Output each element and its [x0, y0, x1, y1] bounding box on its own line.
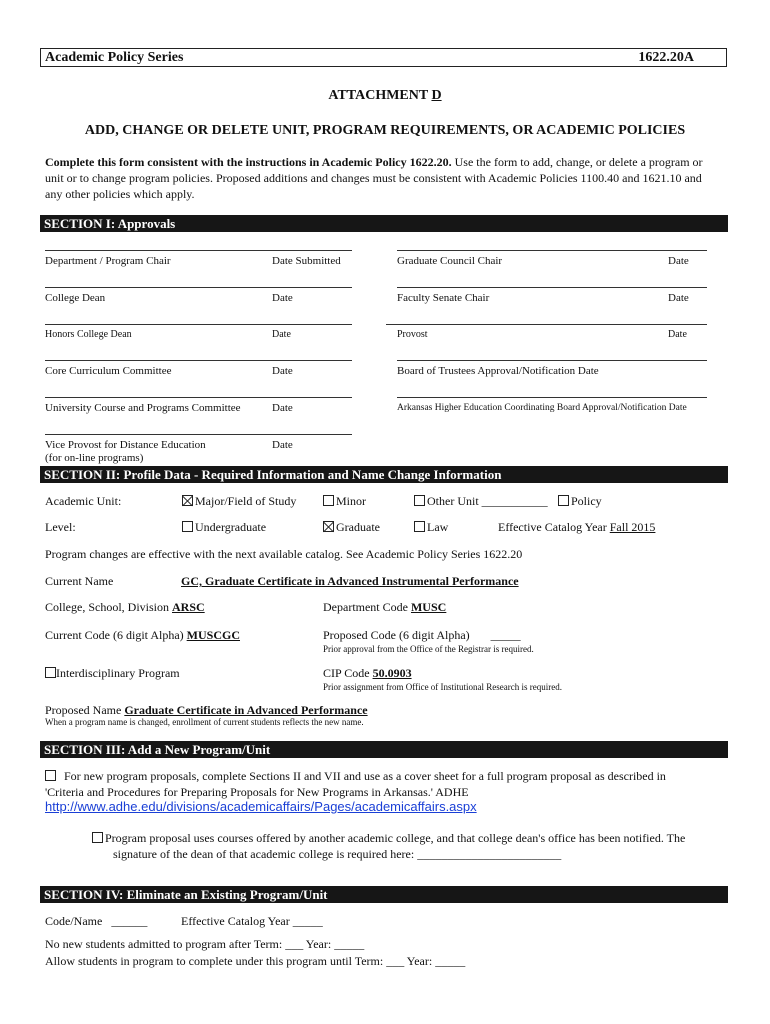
- unit-option-major[interactable]: Major/Field of Study: [182, 494, 296, 509]
- sig-date-label: Date: [668, 255, 689, 267]
- checkbox-other-unit[interactable]: [414, 495, 425, 506]
- code-name-blank[interactable]: ______: [111, 914, 148, 928]
- signature-line[interactable]: [45, 360, 352, 361]
- sig-label-ucpc: University Course and Programs Committee: [45, 402, 241, 414]
- other-unit-blank[interactable]: ___________: [481, 494, 548, 508]
- attachment-letter: D: [431, 88, 442, 103]
- sig-label-vice-provost-note: (for on-line programs): [45, 452, 144, 464]
- checkbox-graduate[interactable]: [323, 521, 334, 532]
- catalog-year-value[interactable]: Fall 2015: [609, 520, 656, 534]
- sig-label-vice-provost: Vice Provost for Distance Education: [45, 439, 206, 451]
- cip-note: Prior assignment from Office of Institutional Research is required.: [323, 682, 563, 692]
- signature-line[interactable]: [45, 250, 352, 251]
- series-header: [40, 48, 727, 67]
- department-code-field: Department Code MUSC: [323, 600, 447, 614]
- sig-date-label: Date Submitted: [272, 255, 341, 267]
- current-name-label: Current Name: [45, 574, 114, 588]
- sig-label-provost: Provost: [397, 329, 428, 340]
- sig-date-label: Date: [668, 329, 687, 340]
- signature-line[interactable]: [397, 360, 707, 361]
- section-3-header: SECTION III: Add a New Program/Unit: [40, 741, 728, 758]
- sig-date-label: Date: [272, 402, 293, 414]
- section-1-header: SECTION I: Approvals: [40, 215, 728, 232]
- signature-line[interactable]: [45, 287, 352, 288]
- elim-catalog-field: Effective Catalog Year _____: [181, 914, 323, 928]
- signature-line[interactable]: [397, 250, 707, 251]
- proposed-code-value[interactable]: _____: [490, 628, 521, 642]
- current-name-value[interactable]: GC, Graduate Certificate in Advanced Instrumental Performance: [181, 574, 519, 588]
- sig-date-label: Date: [272, 439, 293, 451]
- interdisciplinary-option[interactable]: Interdisciplinary Program: [45, 666, 180, 681]
- sig-label-college-dean: College Dean: [45, 292, 106, 304]
- checkbox-policy[interactable]: [558, 495, 569, 506]
- section-4-header: SECTION IV: Eliminate an Existing Program/Unit: [40, 886, 728, 903]
- adhe-link[interactable]: http://www.adhe.edu/divisions/academicaffairs/Pages/academicaffairs.aspx: [45, 799, 477, 814]
- sig-label-board-trustees: Board of Trustees Approval/Notification Date: [397, 365, 599, 377]
- intro-paragraph: Complete this form consistent with the instructions in Academic Policy 1622.20. Use the form to add, change, or delete a program or unit or to change program policies. Proposed additions and changes must be consistent with Academic Policies 1100.40 and 1621.10 and any other policies which apply.: [45, 155, 703, 201]
- signature-line[interactable]: [397, 287, 707, 288]
- code-name-field: Code/Name ______: [45, 914, 148, 928]
- college-field: College, School, Division ARSC: [45, 600, 205, 614]
- attachment-heading: ATTACHMENT D: [328, 88, 442, 103]
- other-college-item: Program proposal uses courses offered by another academic college, and that college dean's office has been notified. The signature of the dean of that academic college is required here: ________________________: [92, 830, 728, 862]
- department-code-value[interactable]: MUSC: [410, 600, 447, 614]
- no-new-students-line: No new students admitted to program after Term: ___ Year: _____: [45, 937, 365, 951]
- sig-label-dept-chair: Department / Program Chair: [45, 255, 171, 267]
- policy-number: 1622.20A: [638, 50, 694, 65]
- sig-label-honors-dean: Honors College Dean: [45, 329, 132, 340]
- cip-code-value[interactable]: 50.0903: [372, 666, 412, 680]
- unit-option-policy[interactable]: Policy: [558, 494, 602, 509]
- unit-option-other[interactable]: Other Unit ___________: [414, 494, 548, 509]
- current-code-value[interactable]: MUSCGC: [186, 628, 240, 642]
- checkbox-undergraduate[interactable]: [182, 521, 193, 532]
- catalog-year: Effective Catalog Year Fall 2015: [498, 520, 656, 534]
- unit-option-minor[interactable]: Minor: [323, 494, 366, 509]
- checkbox-interdisciplinary[interactable]: [45, 667, 56, 678]
- proposed-name-note: When a program name is changed, enrollment of current students reflects the new name.: [45, 717, 364, 727]
- checkbox-other-college[interactable]: [92, 832, 103, 843]
- elim-catalog-blank[interactable]: _____: [292, 914, 323, 928]
- signature-line[interactable]: [386, 324, 707, 325]
- proposed-name-value[interactable]: Graduate Certificate in Advanced Performance: [124, 703, 368, 717]
- sig-label-core-curriculum: Core Curriculum Committee: [45, 365, 172, 377]
- checkbox-new-program[interactable]: [45, 770, 56, 781]
- sig-date-label: Date: [272, 365, 293, 377]
- signature-line[interactable]: [45, 324, 352, 325]
- series-title: Academic Policy Series: [45, 50, 184, 65]
- proposed-name-field: Proposed Name Graduate Certificate in Advanced Performance: [45, 703, 368, 717]
- checkbox-major[interactable]: [182, 495, 193, 506]
- signature-line[interactable]: [397, 397, 707, 398]
- level-option-grad[interactable]: Graduate: [323, 520, 380, 535]
- effective-note: Program changes are effective with the next available catalog. See Academic Policy Series 1622.20: [45, 547, 523, 561]
- form-title: ADD, CHANGE OR DELETE UNIT, PROGRAM REQUIREMENTS, OR ACADEMIC POLICIES: [84, 123, 686, 138]
- college-value[interactable]: ARSC: [172, 600, 205, 614]
- sig-date-label: Date: [272, 292, 293, 304]
- level-option-law[interactable]: Law: [414, 520, 448, 535]
- level-label: Level:: [45, 520, 76, 534]
- current-code-field: Current Code (6 digit Alpha) MUSCGC: [45, 628, 240, 642]
- sig-label-adhe: Arkansas Higher Education Coordinating Board Approval/Notification Date: [397, 403, 687, 413]
- academic-unit-label: Academic Unit:: [45, 494, 122, 508]
- sig-label-grad-council: Graduate Council Chair: [397, 255, 503, 267]
- signature-line[interactable]: [45, 397, 352, 398]
- sig-date-label: Date: [272, 329, 291, 340]
- checkbox-minor[interactable]: [323, 495, 334, 506]
- proposed-code-field: Proposed Code (6 digit Alpha) _____: [323, 628, 521, 642]
- sig-label-faculty-senate: Faculty Senate Chair: [397, 292, 490, 304]
- proposed-code-note: Prior approval from the Office of the Registrar is required.: [323, 644, 534, 654]
- level-option-undergrad[interactable]: Undergraduate: [182, 520, 266, 535]
- checkbox-law[interactable]: [414, 521, 425, 532]
- signature-line[interactable]: [45, 434, 352, 435]
- section-2-header: SECTION II: Profile Data - Required Information and Name Change Information: [40, 466, 728, 483]
- sig-date-label: Date: [668, 292, 689, 304]
- new-program-item: For new program proposals, complete Sections II and VII and use as a cover sheet for a full program proposal as described in 'Criteria and Procedures for Preparing Proposals for New Programs in Arkansas.' ADHE: [45, 769, 666, 799]
- cip-code-field: CIP Code 50.0903: [323, 666, 412, 680]
- allow-students-line: Allow students in program to complete under this program until Term: ___ Year: _____: [45, 954, 466, 968]
